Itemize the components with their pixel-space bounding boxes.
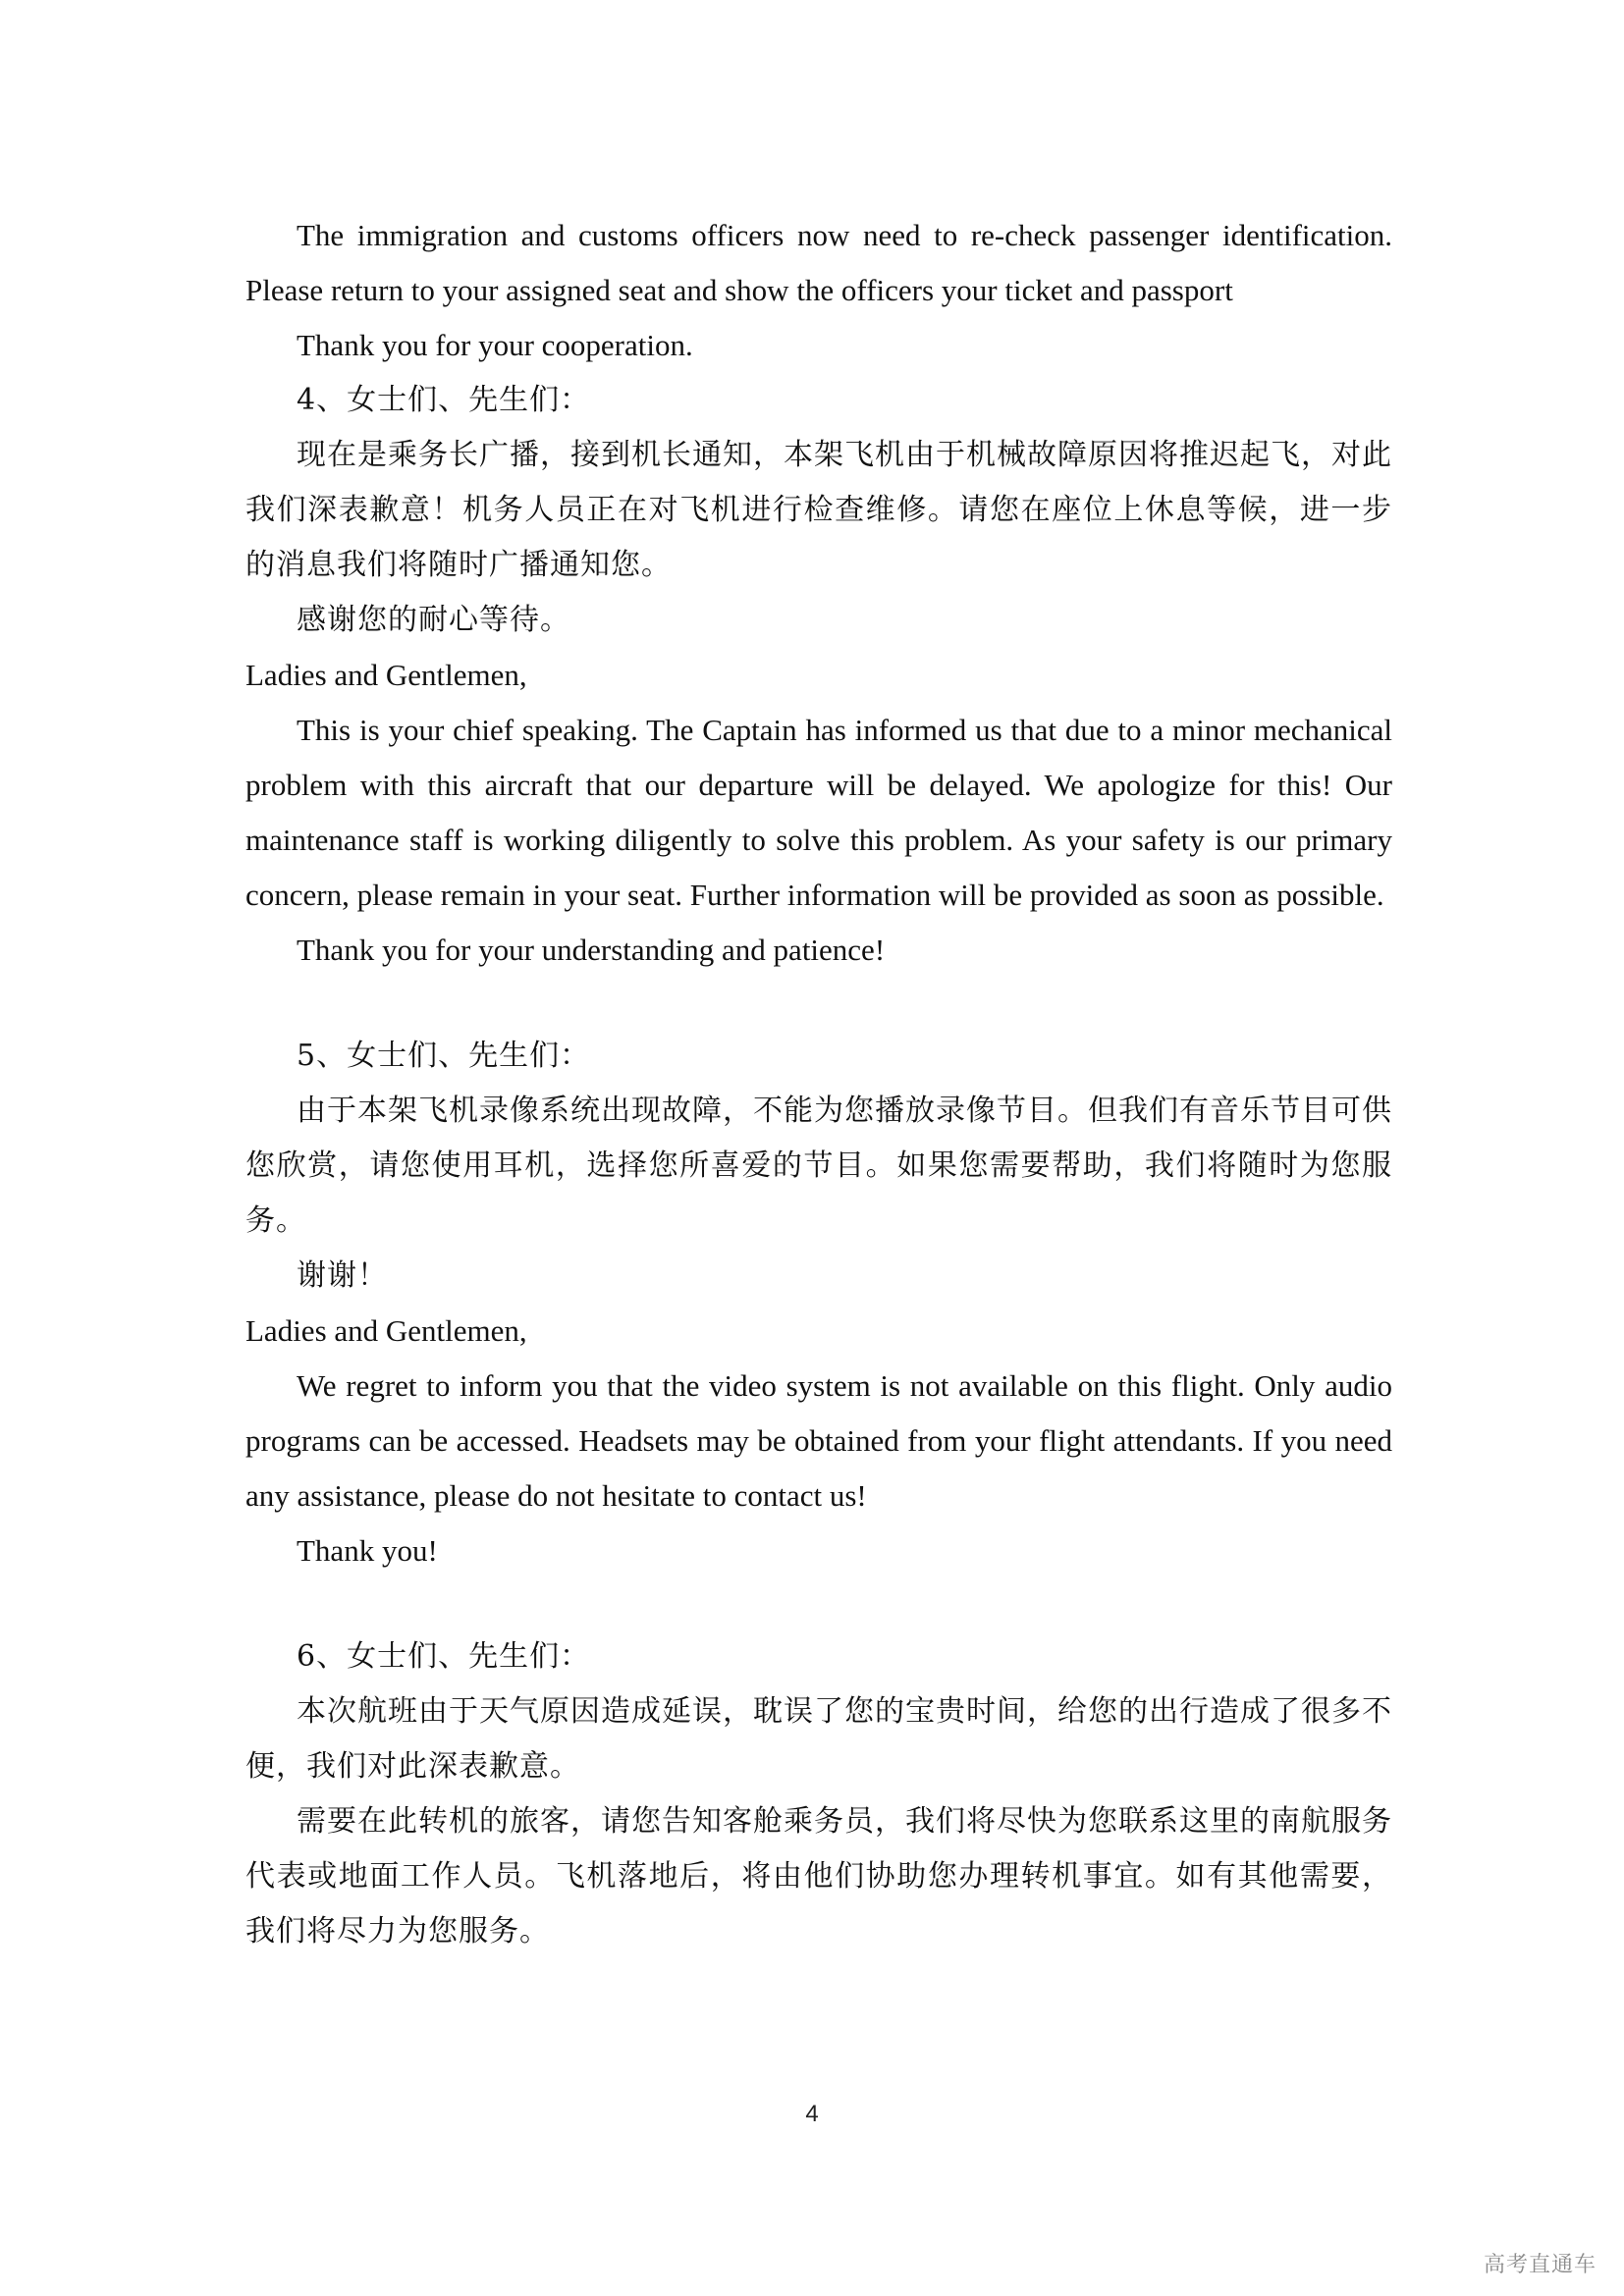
paragraph: Thank you!	[297, 1533, 438, 1568]
paragraph: 谢谢！	[297, 1258, 388, 1293]
paragraph: 感谢您的耐心等待。	[297, 603, 570, 637]
paragraph: Ladies and Gentlemen,	[245, 1313, 527, 1348]
paragraph: 5、女士们、先生们：	[297, 1039, 591, 1073]
page-number: 4	[805, 2101, 819, 2127]
paragraph: 由于本架飞机录像系统出现故障，不能为您播放录像节目。但我们有音乐节目可供您欣赏，请您使用耳机，选择您所喜爱的节目。如果您需要帮助，我们将随时为您服务。	[245, 1094, 1392, 1238]
paragraph: 需要在此转机的旅客，请您告知客舱乘务员，我们将尽快为您联系这里的南航服务代表或地面工作人员。飞机落地后，将由他们协助您办理转机事宜。如有其他需要，我们将尽力为您服务。	[245, 1804, 1392, 1949]
paragraph: 本次航班由于天气原因造成延误，耽误了您的宝贵时间，给您的出行造成了很多不便，我们对此深表歉意。	[245, 1694, 1392, 1784]
section-gap	[245, 1578, 1392, 1629]
paragraph: Thank you for your cooperation.	[297, 328, 693, 362]
watermark: 高考直通车	[1483, 2253, 1597, 2277]
paragraph: Thank you for your understanding and patience!	[297, 933, 886, 967]
paragraph: 6、女士们、先生们：	[297, 1639, 591, 1674]
paragraph: 4、女士们、先生们：	[297, 383, 591, 417]
section-gap	[245, 978, 1392, 1029]
paragraph: The immigration and customs officers now need to re-check passenger identification. Please return to your assigned seat and show the officers your ticket and passport	[245, 218, 1392, 307]
paragraph: Ladies and Gentlemen,	[245, 658, 527, 692]
paragraph: 现在是乘务长广播，接到机长通知，本架飞机由于机械故障原因将推迟起飞，对此我们深表歉意！机务人员正在对飞机进行检查维修。请您在座位上休息等候，进一步的消息我们将随时广播通知您。	[245, 438, 1392, 582]
document-body	[245, 208, 1392, 1959]
paragraph: This is your chief speaking. The Captain has informed us that due to a minor mechanical problem with this aircraft that our departure will be delayed. We apologize for this! Our maintenance staff is working diligently to solve this problem. As your safety is our primary concern, please remain in your seat. Further information will be provided as soon as possible.	[245, 713, 1392, 912]
paragraph: We regret to inform you that the video system is not available on this flight. Only audio programs can be accessed. Headsets may be obtained from your flight attendants. If you need any assistance, please do not hesitate to contact us!	[245, 1368, 1392, 1513]
